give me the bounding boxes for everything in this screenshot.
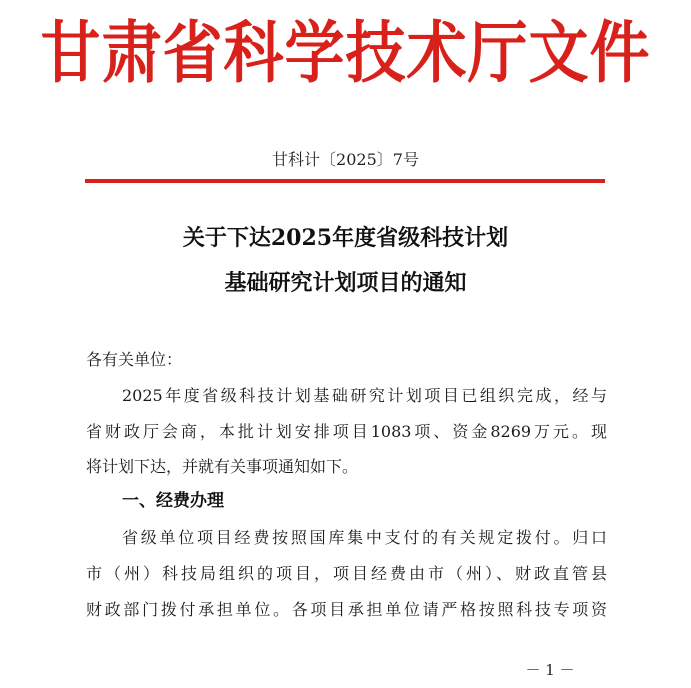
red-divider-line	[85, 179, 605, 183]
page-number: － 1 －	[525, 661, 575, 679]
document-number: 甘科计〔2025〕7号	[272, 150, 419, 169]
salutation: 各有关单位：	[86, 350, 183, 369]
paragraph-2-line-2: 市（州）科技局组织的项目，项目经费由市（州）、财政直管县	[86, 564, 607, 583]
section-1-heading: 一、经费办理	[122, 491, 224, 511]
masthead-title: 甘肃省科学技术厅文件	[40, 14, 651, 93]
paragraph-2-line-1: 省级单位项目经费按照国库集中支付的有关规定拨付。归口	[122, 528, 607, 547]
paragraph-1-line-2: 省财政厅会商，本批计划安排项目1083项、资金8269万元。现	[86, 422, 607, 441]
notice-title-line-2: 基础研究计划项目的通知	[224, 270, 467, 296]
paragraph-1-line-1: 2025年度省级科技计划基础研究计划项目已组织完成，经与	[122, 386, 607, 405]
notice-title-line-1: 关于下达2025年度省级科技计划	[182, 225, 509, 251]
paragraph-1-line-3: 将计划下达，并就有关事项通知如下。	[86, 457, 359, 476]
paragraph-2-line-3: 财政部门拨付承担单位。各项目承担单位请严格按照科技专项资	[86, 600, 607, 619]
